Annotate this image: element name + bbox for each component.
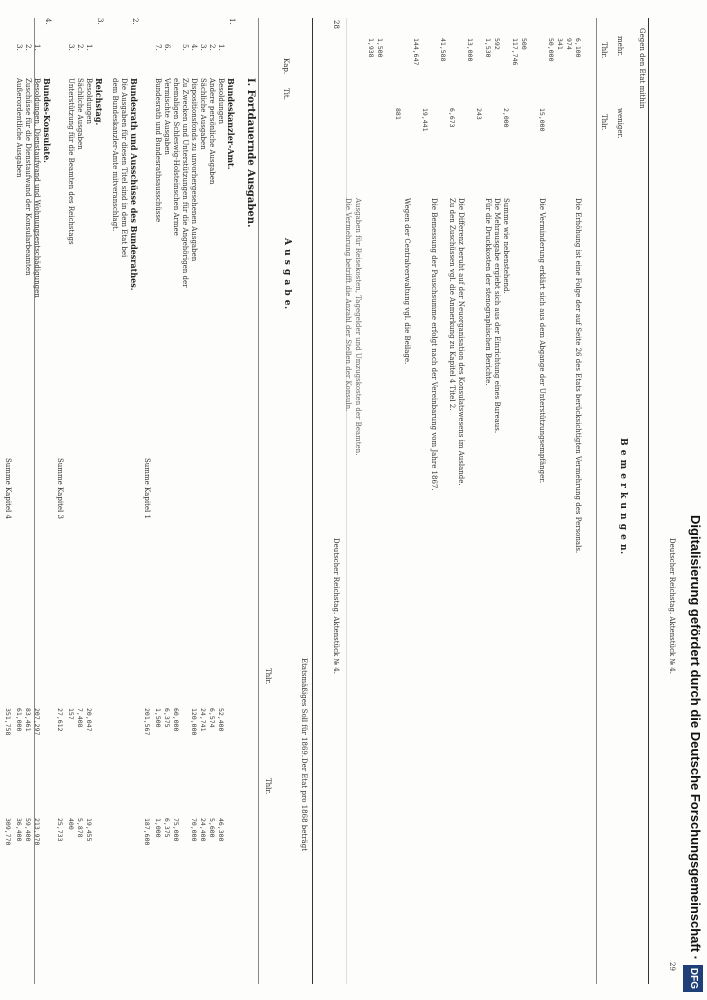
amount-mehr: 1,530 [484, 38, 492, 58]
amount-mehr: 13,000 [466, 38, 474, 62]
currency-a: Thlr. [264, 668, 272, 685]
amount-soll: 207,297 [33, 708, 41, 736]
remark-extra: Die Vermehrung betrifft die Anzahl der Stellen der Konsuln. [344, 198, 352, 412]
remark-text: Zu den Zuschüssen vgl. die Anmerkung zu Kapitel 4 Titel 2. [448, 198, 456, 411]
titel-number: 1. [33, 44, 41, 51]
block-title: Bundeskanzler-Amt. [226, 78, 236, 170]
line-text: Besoldungen [85, 78, 93, 124]
amount-etat: 400 [67, 818, 75, 830]
titel-number: 5. [181, 44, 189, 51]
sum-label: Summe Kapitel 1 [143, 458, 151, 519]
amount-mehr: 117,746 [511, 38, 519, 66]
remark-text: Wegen der Centralverwaltung vgl. die Beilage. [403, 198, 411, 365]
kapitel-number: 1. [228, 18, 236, 25]
col-bemerkungen: B e m e r k u n g e n. [618, 438, 628, 555]
titel-number: 3. [15, 44, 23, 51]
line-text: Die Ausgaben für diesen Titel sind in dem Etat bei [120, 78, 128, 258]
line-text: Sächliche Ausgaben [76, 78, 84, 150]
amount-soll: 1,500 [154, 708, 162, 728]
amount-weniger: 243 [475, 108, 483, 120]
titel-number: 7. [154, 44, 162, 51]
remark-extra: Ausgaben für Reisekosten, Tagegelder und Umzugskosten der Beamten. [354, 198, 362, 456]
line-text: Außerordentliche Ausgaben [15, 78, 23, 178]
sum-label: Summe Kapitel 4 [4, 458, 12, 519]
amount-etat: 75,000 [172, 818, 180, 842]
amount-etat: 6,375 [163, 818, 171, 838]
amount-soll: 61,000 [15, 708, 23, 732]
col-mehr: mehr. [616, 36, 624, 57]
amount-soll: 6,375 [163, 708, 171, 728]
line-text: Besoldungen, Dienstaufwand und Wohnungsentschädigungen [33, 78, 41, 298]
currency-r2: Thlr. [600, 114, 608, 131]
dfg-watermark [683, 6, 705, 994]
amount-weniger: 2,000 [502, 108, 510, 128]
line-text: Sächliche Ausgaben [199, 78, 207, 150]
amount-weniger: 6,673 [448, 108, 456, 128]
amount-etat: 70,000 [190, 818, 198, 842]
line-text: dem Bundeskanzler-Amte mitveranschlagt. [111, 78, 119, 232]
titel-number: 2. [24, 44, 32, 51]
sum-etat: 187,600 [143, 818, 151, 846]
amount-mehr: 50,000 [547, 38, 555, 62]
amount-weniger: 19,441 [421, 108, 429, 132]
titel-number: 3. [67, 44, 75, 51]
amount-etat: 213,970 [33, 818, 41, 846]
amount-etat: 19,455 [85, 818, 93, 842]
amount-soll: 157 [67, 708, 75, 720]
amount-soll: 60,000 [172, 708, 180, 732]
right-running-head: Deutscher Reichstag. Aktenstück № 4. [668, 538, 676, 674]
left-page-number: 28 [332, 20, 340, 29]
right-column-headers [596, 18, 648, 984]
titel-number: 1. [217, 44, 225, 51]
left-page [4, 18, 347, 984]
amount-etat: 46,300 [217, 818, 225, 842]
titel-number: 1. [85, 44, 93, 51]
titel-number: 3. [199, 44, 207, 51]
amount-weniger: 881 [394, 108, 402, 120]
block-title: Bundes-Konsulate. [42, 78, 52, 163]
kapitel-number: 4. [44, 18, 52, 25]
amount-soll: 120,000 [190, 708, 198, 736]
amount-mehr: 1,500 [376, 38, 384, 58]
right-page-number: 29 [668, 962, 676, 971]
col-tit: Tit. [282, 88, 290, 100]
amount-soll: 83,461 [24, 708, 32, 732]
left-running-head: Deutscher Reichstag. Aktenstück № 4. [332, 538, 340, 674]
amount-mehr: 144,647 [412, 38, 420, 66]
watermark-text: Digitalisierung gefördert durch die Deutsche Forschungsgemeinschaft · [688, 515, 703, 960]
remark-text: Die Mehrausgabe ergiebt sich aus der Einrichtung eines Bureaus. [493, 198, 501, 434]
line-text: Andere persönliche Ausgaben [208, 78, 216, 185]
remark-text: Die Differenz beruht auf der Neuorganisation des Konsulatswesens im Auslande. [457, 198, 465, 486]
line-text: Zuschüsse für die Dienstaufwand der Konsularbeamten [24, 78, 32, 276]
col-weniger: weniger. [616, 108, 624, 139]
kapitel-number: 3. [96, 18, 104, 25]
titel-number: 4. [190, 44, 198, 51]
sum-soll: 201,567 [143, 708, 151, 736]
amount-soll: 52,400 [217, 708, 225, 732]
line-text: Bundesrath und Bundesrathsausschüsse [154, 78, 162, 223]
sum-soll: 27,612 [56, 708, 64, 732]
amount-etat: 36,400 [15, 818, 23, 842]
sum-label: Summe Kapitel 3 [56, 458, 64, 519]
remark-text: Die Bemessung der Pauschsumme erfolgt nach der Vereinbarung vom Jahre 1867. [430, 198, 438, 491]
col-kap: Kap. [282, 58, 290, 75]
watermark-strip [683, 6, 705, 994]
amount-etat: 1,000 [154, 818, 162, 838]
titel-number: 2. [76, 44, 84, 51]
amount-mehr: 592 [493, 38, 501, 50]
section-title: I. Fortdauernde Ausgaben. [245, 78, 256, 228]
line-text: Dispositionsfonds zu unvorhergesehenen Ausgaben [190, 78, 198, 262]
amount-mehr: 341 [556, 38, 564, 50]
remark-text: Summe wie nebenstehend. [502, 198, 510, 294]
amount-soll: 6,574 [208, 708, 216, 728]
amount-mehr: 6,100 [574, 38, 582, 58]
line-text: ehemaligen Schleswig-Holsteinschen Armee [172, 78, 180, 236]
right-header [648, 18, 682, 984]
sum-soll: 351,758 [4, 708, 12, 736]
remark-text: Die Verminderung erklärt sich aus dem Abgange der Unterstützungsempfänger. [538, 198, 546, 484]
block-title: Bundesrath und Ausschüsse des Bundesrathes. [129, 78, 139, 291]
amount-etat: 59,400 [24, 818, 32, 842]
amount-mehr: 41,588 [439, 38, 447, 62]
line-text: Zu Zwecken und Unterstützungen für die Angehörigen der [181, 78, 189, 288]
amount-etat: 24,400 [199, 818, 207, 842]
titel-number: 6. [163, 44, 171, 51]
amount-weniger: 15,000 [538, 108, 546, 132]
titel-number: 2. [208, 44, 216, 51]
amount-mehr: 1,938 [367, 38, 375, 58]
line-text: Besoldungen [217, 78, 225, 124]
col-etat: Der Etat pro 1868 beträgt [300, 758, 308, 852]
sum-etat: 25,733 [56, 818, 64, 842]
line-text: Vermischte Ausgaben [163, 78, 171, 155]
amount-mehr: 500 [520, 38, 528, 50]
left-column-headers [258, 18, 312, 984]
dfg-badge: DFG [683, 965, 703, 992]
left-header [312, 18, 346, 984]
amount-soll: 7,408 [76, 708, 84, 728]
amount-etat: 5,878 [76, 818, 84, 838]
currency-r1: Thlr. [600, 42, 608, 59]
col-ausgabe: A u s g a b e. [282, 238, 292, 310]
remark-text: Die Erhöhung ist eine Folge der auf Seite 26 des Etats berücksichtigten Vermehrung des Personals. [574, 198, 582, 554]
line-text: Unterstützung für die Beamten des Reichstags [67, 78, 75, 245]
kapitel-number: 2. [131, 18, 139, 25]
amount-soll: 20,047 [85, 708, 93, 732]
amount-etat: 5,600 [208, 818, 216, 838]
block-title: Reichstag. [94, 78, 104, 126]
sum-etat: 309,770 [4, 818, 12, 846]
currency-b: Thlr. [264, 778, 272, 795]
right-body [344, 18, 596, 984]
amount-soll: 24,741 [199, 708, 207, 732]
col-group: Gegen den Etat mithin [638, 28, 646, 109]
left-body [4, 18, 258, 984]
col-soll: Etatsmäßiges Soll für 1869. [300, 658, 308, 758]
remark-text: Für die Druckkosten der stenographischen Berichte. [484, 198, 492, 386]
amount-mehr: 974 [565, 38, 573, 50]
right-page [344, 18, 682, 984]
